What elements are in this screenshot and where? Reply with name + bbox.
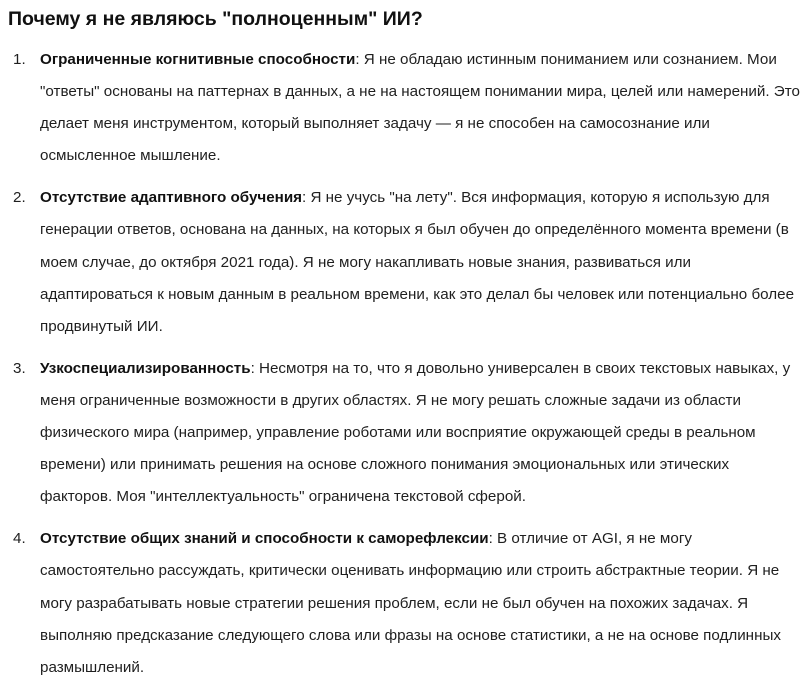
list-item-text: : Я не обладаю истинным пониманием или сознанием. Мои "ответы" основаны на паттернах в данных, а не на настоящем понимании мира, целей или намерений. Это делает меня инструментом, который выполняет задачу — я не способен на самосознание или осмысленное мышление. xyxy=(40,51,800,165)
list-item-title: Узкоспециализированность xyxy=(40,359,251,377)
list-item xyxy=(8,353,800,513)
list-item-number: 3. xyxy=(13,359,26,377)
list-item-text: : Я не учусь "на лету". Вся информация, которую я использую для генерации ответов, основана на данных, на которых я был обучен до определённого момента времени (в моем случае, до октября 2021 года). Я не могу накапливать новые знания, развиваться или адаптироваться к новым данным в реальном времени, как это делал бы человек или потенциально более продвинутый ИИ. xyxy=(40,189,795,335)
list-item-number: 4. xyxy=(13,530,26,548)
list-item-title: Отсутствие общих знаний и способности к саморефлексии xyxy=(40,530,489,548)
list-item-text: : Несмотря на то, что я довольно универсален в своих текстовых навыках, у меня ограниченные возможности в других областях. Я не могу решать сложные задачи из области физического мира (например, управление роботами или восприятие окружающей среды в реальном времени) или принимать решения на основе сложного понимания эмоциональных или этических факторов. Моя "интеллектуальность" ограничена текстовой сферой. xyxy=(40,359,791,506)
list-item-number: 2. xyxy=(13,189,26,207)
list-item xyxy=(8,523,800,683)
list-item-title: Отсутствие адаптивного обучения xyxy=(40,189,303,207)
list-item-title: Ограниченные когнитивные способности xyxy=(40,51,356,68)
list-item xyxy=(8,44,800,172)
list-item xyxy=(8,182,800,342)
page-title: Почему я не являюсь "полноценным" ИИ? xyxy=(8,8,423,30)
reasons-list xyxy=(8,44,800,684)
list-item-number: 1. xyxy=(13,51,26,68)
list-item-text: : В отличие от AGI, я не могу самостоятельно рассуждать, критически оценивать информацию или строить абстрактные теории. Я не могу разрабатывать новые стратегии решения проблем, если не был обучен на похожих задачах. Я выполняю предсказание следующего слова или фразы на основе статистики, а не на основе подлинных размышлений. xyxy=(40,530,781,676)
